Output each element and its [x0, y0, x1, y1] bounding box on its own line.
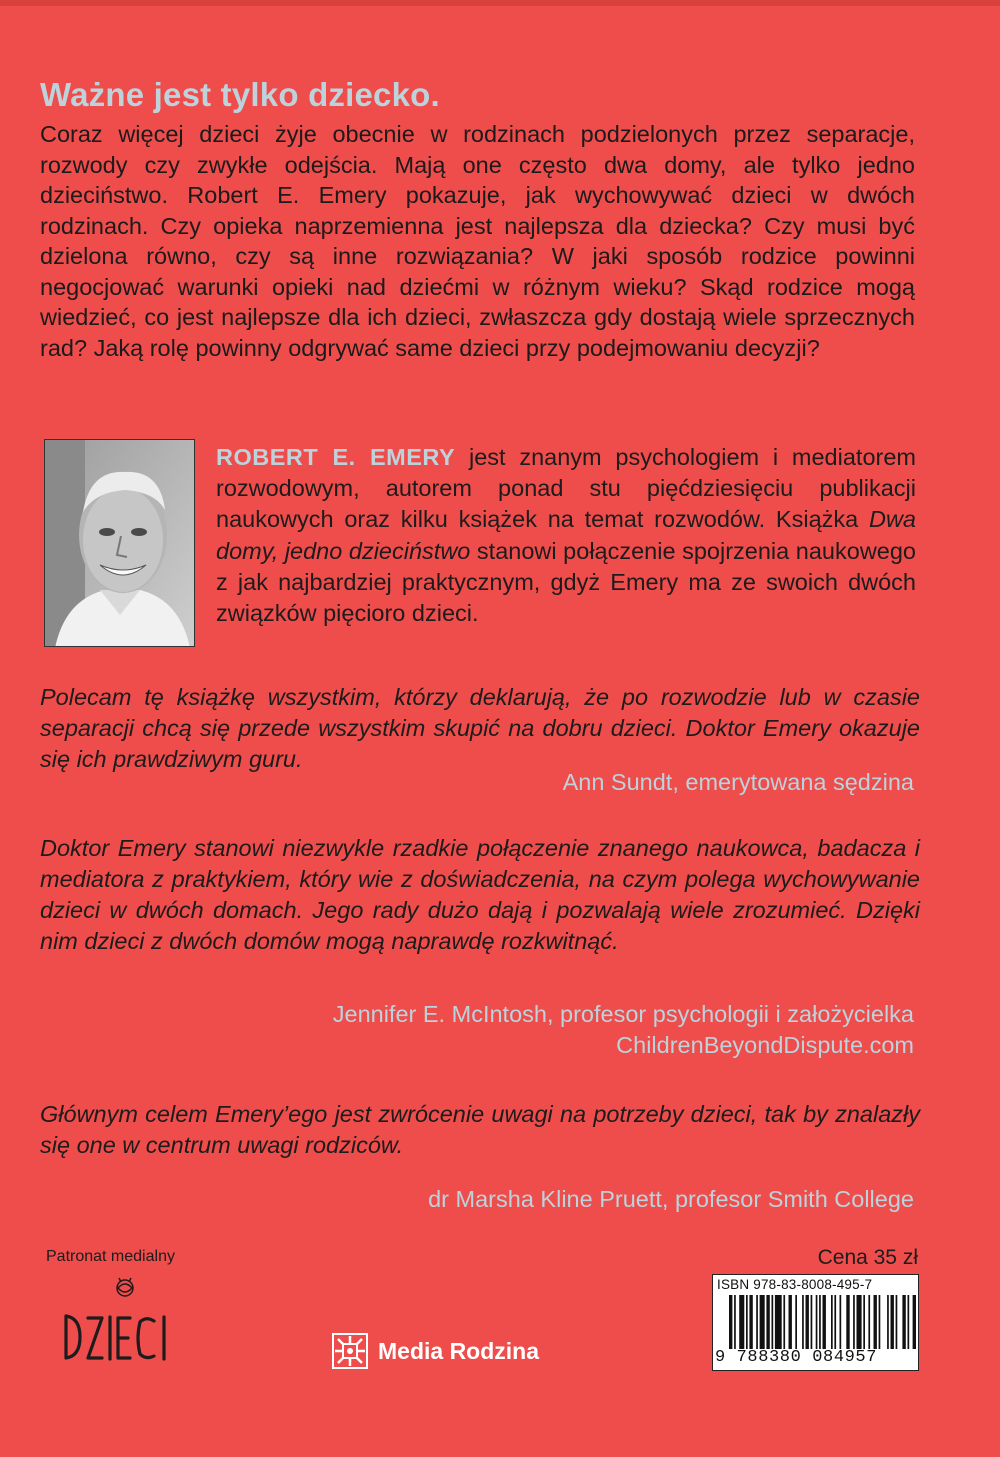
isbn-text: ISBN 978-83-8008-495-7 — [717, 1277, 873, 1292]
bio-text-2: stanowi połączenie spojrzenia naukowego z jak najbardziej praktycznym, gdyż Emery ma ze swoich dwóch związków pięcioro dzieci. — [216, 537, 916, 627]
barcode-bar — [879, 1295, 881, 1349]
quote-3-attribution: dr Marsha Kline Pruett, profesor Smith College — [428, 1186, 914, 1212]
barcode-bar — [802, 1295, 804, 1349]
isbn-barcode — [712, 1274, 919, 1371]
barcode-bar — [772, 1295, 774, 1349]
intro-paragraph: Coraz więcej dzieci żyje obecnie w rodzinach podzielonych przez separacje, rozwody czy zwykłe odejścia. Mają one często dwa domy, ale tylko jedno dzieciństwo. Robert E. Emery pokazuje, jak wychowywać dzieci w dwóch rodzinach. Czy opieka naprzemienna jest najlepsza dla dziecka? Czy musi być dzielona równo, czy są inne rozwiązania? W jaki sposób rodzice powinni negocjować warunki opieki nad dziećmi w różnym wieku? Skąd rodzice mogą wiedzieć, co jest najlepsze dla ich dzieci, zwłaszcza gdy dostają wiele sprzecznych rad? Jaką rolę powinny odgrywać same dzieci przy podejmowaniu decyzji? — [40, 121, 915, 361]
barcode-bar — [760, 1295, 765, 1349]
barcode-bar — [887, 1295, 889, 1349]
quote-3: Głównym celem Emery’ego jest zwrócenie uwagi na potrzeby dzieci, tak by znalazły się one w centrum uwagi rodziców. — [40, 1101, 920, 1158]
barcode-bar — [816, 1295, 818, 1349]
barcode-bar — [863, 1295, 865, 1349]
dzieci-logo — [58, 1274, 188, 1374]
barcode-bars — [713, 1293, 918, 1353]
publisher-logo — [330, 1331, 539, 1371]
barcode-bar — [896, 1295, 898, 1349]
barcode-bar — [831, 1295, 833, 1349]
quote-2-attribution-line-2: ChildrenBeyondDispute.com — [616, 1032, 914, 1058]
barcode-bar — [746, 1295, 748, 1349]
author-name: ROBERT E. EMERY — [216, 444, 456, 470]
quote-2-attribution-line-1: Jennifer E. McIntosh, profesor psychologii i założycielka — [332, 1001, 914, 1027]
barcode-bar — [874, 1295, 877, 1349]
barcode-bar — [857, 1295, 862, 1349]
barcode-bar — [908, 1295, 910, 1349]
barcode-bar — [902, 1295, 905, 1349]
barcode-bar — [783, 1295, 785, 1349]
price: Cena 35 zł — [817, 1246, 918, 1269]
bio-text-1: jest znanym psychologiem i mediatorem rozwodowym, autorem ponad stu pięćdziesięciu publikacji naukowych oraz kilku książek na temat rozwodów. Książka — [216, 444, 916, 533]
barcode-bar — [775, 1295, 782, 1349]
barcode-bar — [795, 1295, 797, 1349]
barcode-bar — [766, 1295, 769, 1349]
headline: Ważne jest tylko dziecko. — [40, 76, 440, 113]
quote-1: Polecam tę książkę wszystkim, którzy deklarują, że po rozwodzie lub w czasie separacji chcą się przede wszystkim skupić na dobru dzieci. Doktor Emery okazuje się ich prawdziwym guru. — [40, 684, 920, 772]
barcode-bar — [749, 1295, 752, 1349]
barcode-bar — [840, 1295, 842, 1349]
barcode-bar — [811, 1295, 813, 1349]
barcode-bar — [834, 1295, 836, 1349]
author-bio — [216, 442, 916, 629]
barcode-bar — [868, 1295, 870, 1349]
author-portrait-image — [45, 440, 195, 647]
barcode-bar — [823, 1295, 826, 1349]
quote-2: Doktor Emery stanowi niezwykle rzadkie połączenie znanego naukowca, badacza i mediatora z praktykiem, który wie z doświadczenia, na czym polega wychowywanie dzieci w dwóch domach. Jego rady dużo dają i pozwalają wiele zrozumieć. Dzięki nim dzieci z dwóch domów mogą naprawdę rozkwitnąć. — [40, 835, 920, 954]
publisher-name: Media Rodzina — [378, 1337, 540, 1364]
barcode-bar — [819, 1295, 821, 1349]
barcode-bar — [729, 1295, 732, 1349]
book-title: Dwa domy, jedno dzieciństwo — [216, 506, 916, 564]
barcode-bar — [756, 1295, 758, 1349]
media-rodzina-icon — [330, 1331, 370, 1371]
barcode-bar — [853, 1295, 855, 1349]
barcode-bar — [734, 1295, 736, 1349]
author-photo — [44, 439, 195, 647]
barcode-bar — [789, 1295, 792, 1349]
barcode-bar — [913, 1295, 916, 1349]
barcode-bar — [891, 1295, 894, 1349]
barcode-bar — [739, 1295, 744, 1349]
barcode-digits: 9 788380 084957 — [715, 1348, 878, 1367]
barcode-bar — [846, 1295, 849, 1349]
patronat-label: Patronat medialny — [46, 1248, 175, 1265]
dzieci-logo-icon — [58, 1274, 188, 1374]
quote-1-attribution: Ann Sundt, emerytowana sędzina — [562, 769, 914, 795]
barcode-bar — [806, 1295, 809, 1349]
